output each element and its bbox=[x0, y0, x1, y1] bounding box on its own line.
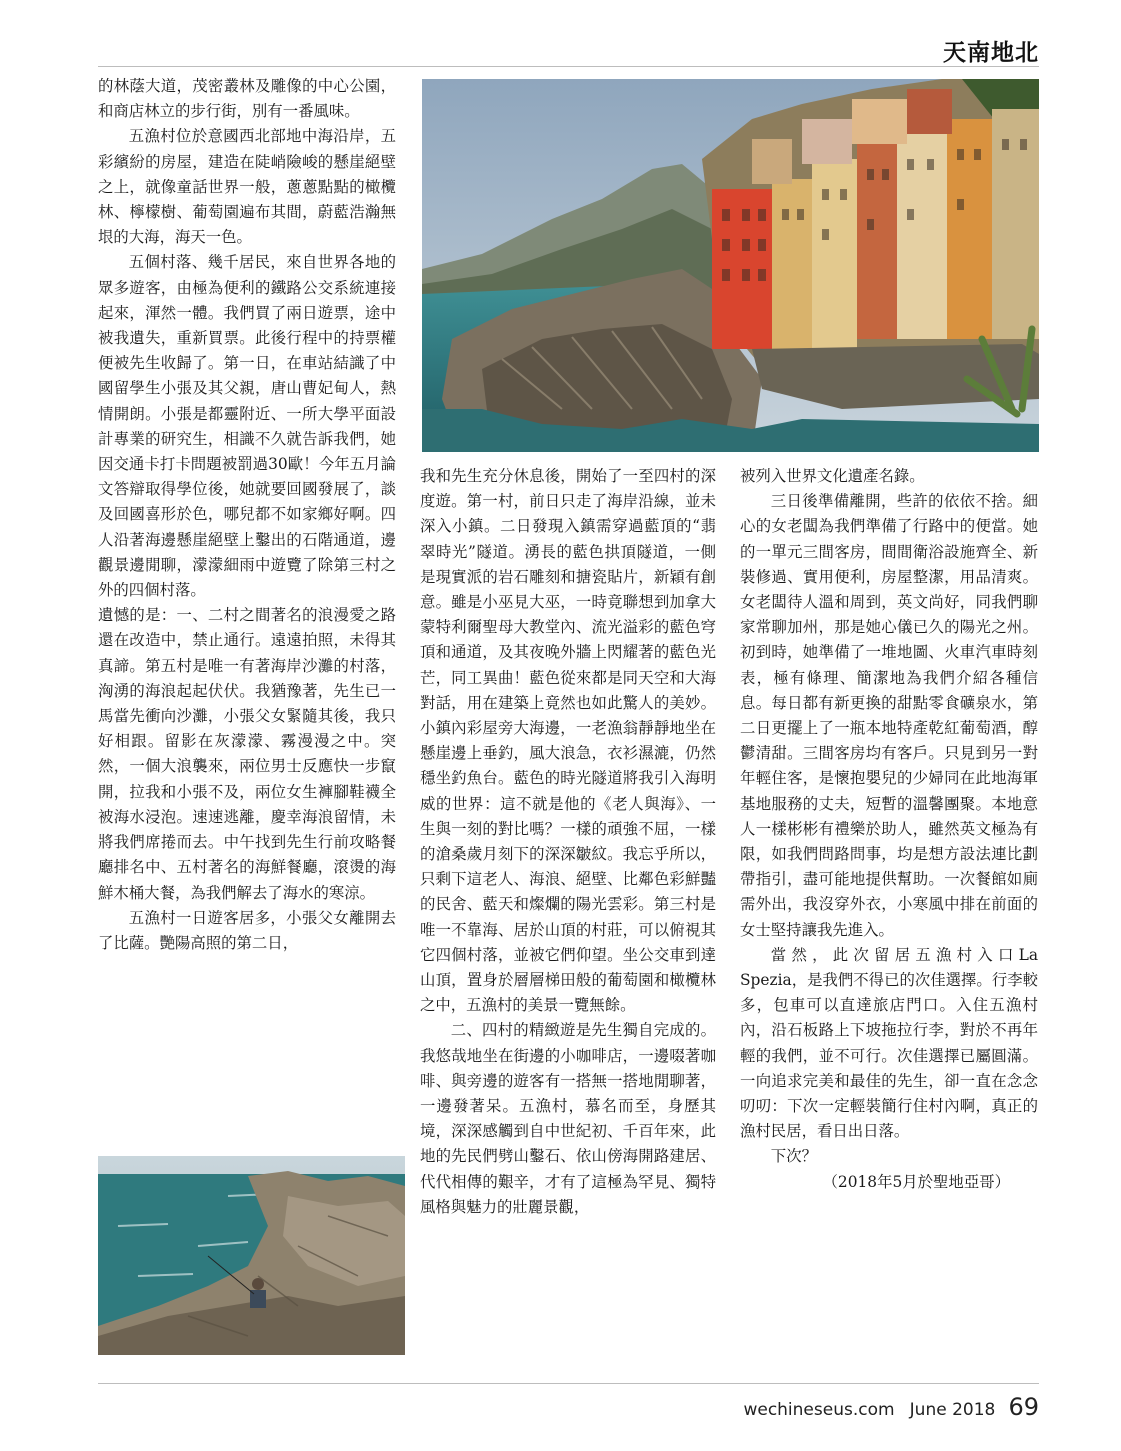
paragraph: 的林蔭大道，茂密叢林及雕像的中心公園，和商店林立的步行街，別有一番風味。 bbox=[98, 77, 396, 121]
paragraph: 五漁村位於意國西北部地中海沿岸，五彩繽紛的房屋，建造在陡峭險峻的懸崖絕壁之上，就像童話世界一般，蔥蔥點點的橄欖林、檸檬樹、葡萄園遍布其間，蔚藍浩瀚無垠的大海，海天一色。 bbox=[98, 127, 396, 247]
paragraph: 下次？ bbox=[770, 1147, 817, 1166]
article-column-3 bbox=[740, 464, 1038, 1324]
fisherman-rocks-photo bbox=[98, 1156, 405, 1355]
article-column-2 bbox=[420, 464, 716, 1356]
section-title: 天南地北 bbox=[943, 40, 1039, 66]
paragraph: 遺憾的是：一、二村之間著名的浪漫愛之路還在改造中，禁止通行。遠遠拍照，未得其真諦。第五村是唯一有著海岸沙灘的村落，洶湧的海浪起起伏伏。我猶豫著，先生已一馬當先衝向沙灘，小張父女緊隨其後，我只好相跟。留影在灰濛濛、霧漫漫之中。突然，一個大浪襲來，兩位男士反應快一步竄開，拉我和小張不及，兩位女生褲腳鞋襪全被海水浸泡。速速逃離，慶幸海浪留情，未將我們席捲而去。中午找到先生行前攻略餐廳排名中、五村著名的海鮮餐廳，滾燙的海鮮木桶大餐，為我們解去了海水的寒涼。 bbox=[98, 606, 396, 902]
page-number: 69 bbox=[1008, 1393, 1039, 1421]
website-url[interactable]: wechineseus.com bbox=[743, 1400, 895, 1420]
paragraph: 五漁村一日遊客居多，小張父女離開去了比薩。艷陽高照的第二日， bbox=[98, 908, 396, 952]
article-date: （2018年5月於聖地亞哥） bbox=[822, 1172, 1010, 1191]
paragraph: 我和先生充分休息後，開始了一至四村的深度遊。第一村，前日只走了海岸沿線，並未深入小鎮。二日發現入鎮需穿過藍頂的“翡翠時光”隧道。湧長的藍色拱頂隧道，一側是現實派的岩石雕刻和搪瓷貼片，新穎有創意。雖是小巫見大巫，一時竟聯想到加拿大蒙特利爾聖母大教堂內、流光溢彩的藍色穹頂和通道，及其夜晚外牆上閃耀著的藍色光芒，同工異曲！藍色從來都是同天空和大海對話，用在建築上竟然也如此驚人的美妙。小鎮內彩屋旁大海邊，一老漁翁靜靜地坐在懸崖邊上垂釣，風大浪急，衣衫濕漉，仍然穩坐釣魚台。藍色的時光隧道將我引入海明威的世界：這不就是他的《老人與海》、一生與一刻的對比嗎？一樣的頑強不屈，一樣的滄桑歲月刻下的深深皺紋。我忘乎所以，只剩下這老人、海浪、絕壁、比鄰色彩鮮豔的民舍、藍天和燦爛的陽光雲彩。第三村是唯一不靠海、居於山頂的村莊，可以俯視其它四個村落，並被它們仰望。坐公交車到達山頂，置身於層層梯田般的葡萄園和橄欖林之中，五漁村的美景一覽無餘。 bbox=[420, 467, 716, 1015]
paragraph: 當然，此次留居五漁村入口La Spezia，是我們不得已的次佳選擇。行李較多，包車可以直達旅店門口。入住五漁村內，沿石板路上下坡拖拉行李，對於不再年輕的我們，並不可行。次佳選擇已屬圓滿。一向追求完美和最佳的先生，卻一直在念念叨叨：下次一定輕裝簡行住村內啊，真正的漁村民居，看日出日落。 bbox=[740, 945, 1038, 1141]
paragraph: 五個村落、幾千居民，來自世界各地的眾多遊客，由極為便利的鐵路公交系統連接起來，渾然一體。我們買了兩日遊票，途中被我遺失，重新買票。此後行程中的持票權便被先生收歸了。第一日，在車站結識了中國留學生小張及其父親，唐山曹妃甸人，熱情開朗。小張是都靈附近、一所大學平面設計專業的研究生，相識不久就告訴我們，她因交通卡打卡問題被罰過30歐！今年五月論文答辯取得學位後，她就要回國發展了，談及回國喜形於色，哪兒都不如家鄉好啊。四人沿著海邊懸崖絕壁上鑿出的石階通道，邊觀景邊閒聊，濛濛細雨中遊覽了除第三村之外的四個村落。 bbox=[98, 253, 396, 600]
paragraph: 二、四村的精緻遊是先生獨自完成的。我悠哉地坐在街邊的小咖啡店，一邊啜著咖啡、與旁邊的遊客有一搭無一搭地閒聊著，一邊發著呆。五漁村，慕名而至，身歷其境，深深感觸到自中世紀初、千百年來，此地的先民們劈山鑿石、依山傍海開路建居、代代相傳的艱辛，才有了這極為罕見、獨特風格與魅力的壯麗景觀， bbox=[420, 1021, 716, 1216]
article-column-1 bbox=[98, 74, 396, 1150]
paragraph: 三日後準備離開，些許的依依不捨。細心的女老闆為我們準備了行路中的便當。她的一單元三間客房，間間衛浴設施齊全、新裝修過、實用便利，房屋整潔，用品清爽。女老闆待人溫和周到，英文尚好，同我們聊家常聊加州，那是她心儀已久的陽光之州。初到時，她準備了一堆地圖、火車汽車時刻表，極有條理、簡潔地為我們介紹各種信息。每日都有新更換的甜點零食礦泉水，第二日更擺上了一瓶本地特產乾紅葡萄酒，醇鬱清甜。三間客房均有客戶。只見到另一對年輕住客，是懷抱嬰兒的少婦同在此地海軍基地服務的丈夫，短暫的溫馨團聚。本地意人一樣彬彬有禮樂於助人，雖然英文極為有限，如我們問路問事，均是想方設法連比劃帶指引，盡可能地提供幫助。一次餐館如廁需外出，我沒穿外衣，小寒風中排在前面的女士堅持讓我先進入。 bbox=[740, 492, 1038, 939]
page-footer bbox=[743, 1393, 1039, 1421]
header-divider bbox=[98, 66, 1039, 67]
issue-date: June 2018 bbox=[909, 1400, 996, 1420]
paragraph: 被列入世界文化遺產名錄。 bbox=[740, 467, 925, 485]
village-cliff-photo bbox=[422, 79, 1039, 452]
footer-divider bbox=[98, 1383, 1039, 1384]
